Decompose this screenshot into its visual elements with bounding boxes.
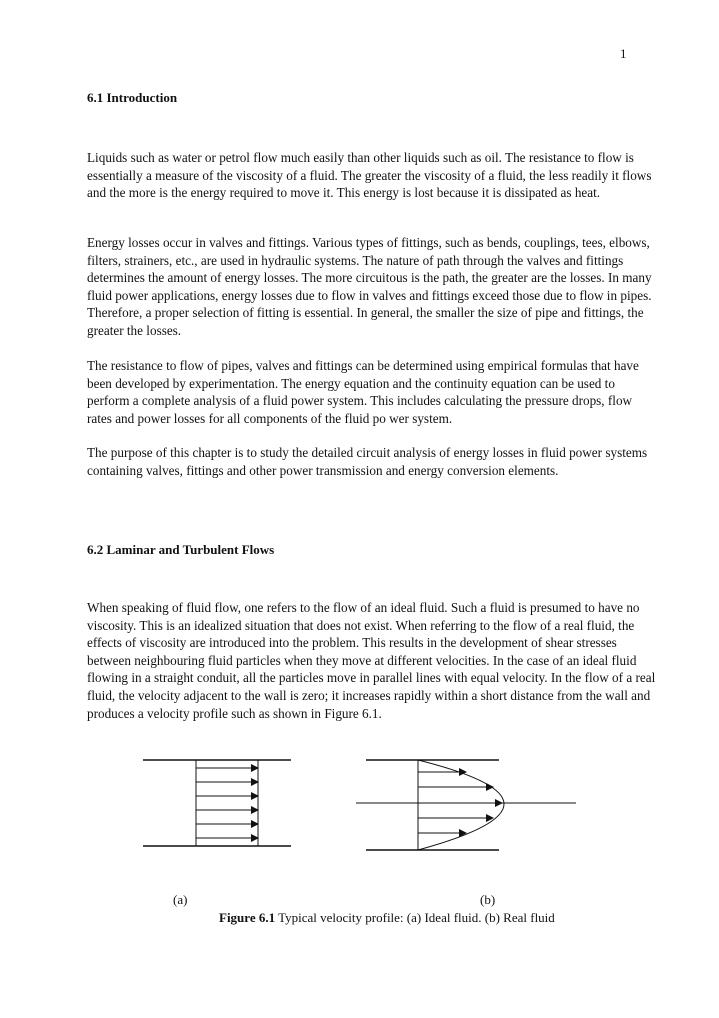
figure-caption-text: Typical velocity profile: (a) Ideal fluid. (b) Real fluid bbox=[275, 910, 555, 925]
paragraph-intro-4: The purpose of this chapter is to study the detailed circuit analysis of energy losses in fluid power systems containing valves, fittings and other power transmission and energy conversion elements. bbox=[87, 445, 648, 478]
section-heading-laminar-turbulent: 6.2 Laminar and Turbulent Flows bbox=[87, 542, 275, 557]
page-number: 1 bbox=[620, 46, 627, 61]
figure-caption bbox=[219, 910, 555, 926]
figure-label-b: (b) bbox=[480, 892, 496, 907]
velocity-profile-figure bbox=[0, 750, 719, 870]
section-heading-introduction: 6.1 Introduction bbox=[87, 90, 178, 105]
figure-label-a: (a) bbox=[173, 892, 188, 907]
real-fluid-profile bbox=[356, 760, 576, 850]
paragraph-intro-2: Energy losses occur in valves and fittings. Various types of fittings, such as bends, couplings, tees, elbows, filters, strainers, etc., are used in hydraulic systems. The nature of path through the valves and fittings determines the amount of energy losses. The more circuitous is the path, the greater are the losses. In many fluid power applications, energy losses due to flow in valves and fittings exceed those due to flow in pipes. Therefore, a proper selection of fitting is essential. In general, the smaller the size of pipe and fittings, the greater the losses. bbox=[87, 235, 652, 338]
paragraph-laminar-1: When speaking of fluid flow, one refers to the flow of an ideal fluid. Such a fluid is presumed to have no viscosity. This is an idealized situation that does not exist. When referring to the flow of a real fluid, the effects of viscosity are introduced into the problem. This results in the development of shear stresses between neighbouring fluid particles when they move at different velocities. In the case of an ideal fluid flowing in a straight conduit, all the particles move in parallel lines with equal velocity. In the flow of a real fluid, the velocity adjacent to the wall is zero; it increases rapidly within a short distance from the wall and produces a velocity profile such as shown in Figure 6.1. bbox=[87, 600, 656, 721]
figure-caption-number: Figure 6.1 bbox=[219, 910, 276, 925]
paragraph-intro-3: The resistance to flow of pipes, valves and fittings can be determined using empirical formulas that have been developed by experimentation. The energy equation and the continuity equation can be used to perform a complete analysis of a fluid power system. This includes calculating the pressure drops, flow rates and power losses for all components of the fluid po wer system. bbox=[87, 358, 639, 426]
ideal-fluid-profile bbox=[143, 760, 291, 846]
parabolic-profile-curve bbox=[418, 760, 504, 850]
paragraph-intro-1: Liquids such as water or petrol flow much easily than other liquids such as oil. The resistance to flow is essentially a measure of the viscosity of a fluid. The greater the viscosity of a fluid, the less readily it flows and the more is the energy required to move it. This energy is lost because it is dissipated as heat. bbox=[87, 150, 652, 201]
